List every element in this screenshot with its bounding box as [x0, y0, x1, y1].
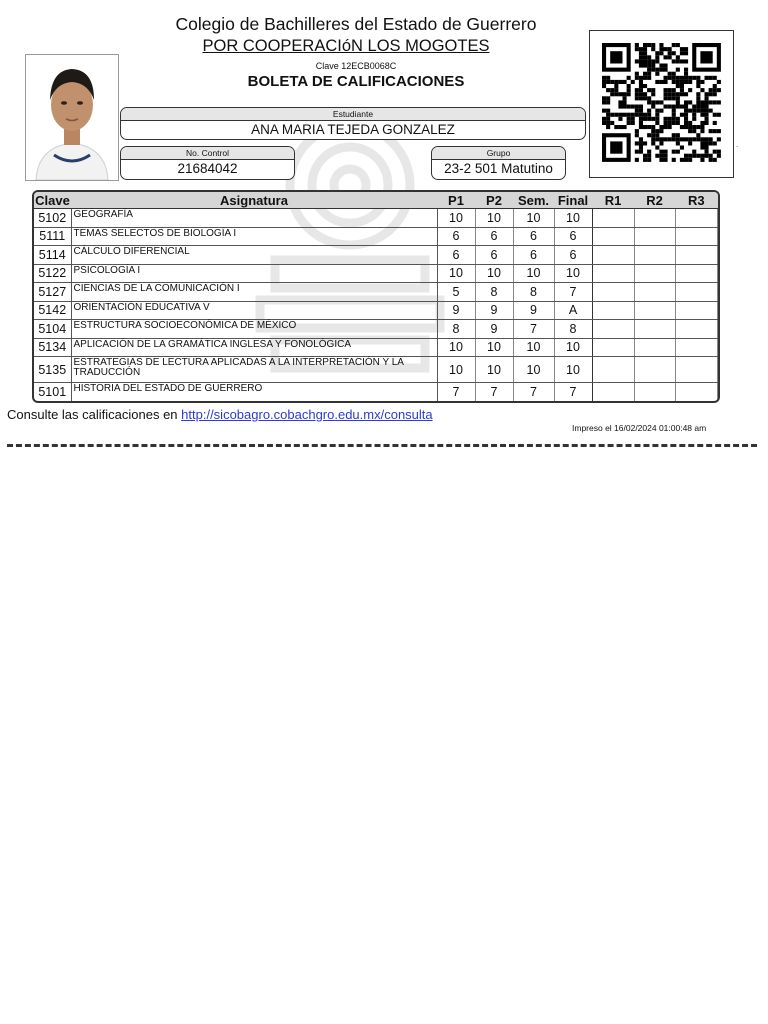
row-r3	[675, 383, 718, 401]
row-final: 6	[554, 227, 592, 246]
row-final: 7	[554, 383, 592, 401]
row-clave: 5111	[34, 227, 71, 246]
row-r3	[675, 246, 718, 265]
row-subject: APLICACIÓN DE LA GRAMÁTICA INGLESA Y FONOLÓGICA	[71, 338, 437, 357]
table-row	[34, 209, 718, 228]
row-r2	[634, 301, 675, 320]
row-r1	[592, 320, 634, 339]
col-header-final: Final	[554, 192, 592, 209]
row-r3	[675, 283, 718, 302]
row-subject: ESTRATEGIAS DE LECTURA APLICADAS A LA INTERPRETACIÓN Y LA TRADUCCIÓN	[71, 357, 437, 383]
row-subject: GEOGRAFÍA	[71, 209, 437, 228]
row-final: 7	[554, 283, 592, 302]
row-r1	[592, 338, 634, 357]
row-sem: 7	[513, 320, 554, 339]
table-row	[34, 338, 718, 357]
row-r1	[592, 383, 634, 401]
row-sem: 6	[513, 246, 554, 265]
row-r2	[634, 357, 675, 383]
row-p2: 8	[475, 283, 513, 302]
row-final: 6	[554, 246, 592, 265]
row-final: 10	[554, 357, 592, 383]
row-p1: 9	[437, 301, 475, 320]
row-p2: 6	[475, 246, 513, 265]
row-r2	[634, 264, 675, 283]
document-title: BOLETA DE CALIFICACIONES	[247, 73, 465, 90]
row-subject: TEMAS SELECTOS DE BIOLOGÍA I	[71, 227, 437, 246]
student-photo	[25, 54, 119, 181]
control-number: 21684042	[177, 161, 238, 176]
row-r3	[675, 338, 718, 357]
row-p1: 6	[437, 227, 475, 246]
row-sem: 9	[513, 301, 554, 320]
group-caption: Grupo	[432, 147, 565, 160]
table-row	[34, 264, 718, 283]
row-final: 8	[554, 320, 592, 339]
row-r3	[675, 227, 718, 246]
school-name: Colegio de Bachilleres del Estado de Guerrero	[175, 14, 537, 34]
table-row	[34, 320, 718, 339]
row-r2	[634, 338, 675, 357]
row-r1	[592, 209, 634, 228]
qr-code-icon	[589, 30, 734, 178]
row-final: 10	[554, 264, 592, 283]
school-key: Clave 12ECB0068C	[315, 61, 397, 71]
row-r3	[675, 209, 718, 228]
row-sem: 6	[513, 227, 554, 246]
row-sem: 10	[513, 357, 554, 383]
row-sem: 10	[513, 338, 554, 357]
table-row	[34, 383, 718, 401]
row-r2	[634, 320, 675, 339]
row-p1: 10	[437, 209, 475, 228]
row-sem: 8	[513, 283, 554, 302]
row-clave: 5102	[34, 209, 71, 228]
grades-table	[32, 190, 720, 403]
row-p2: 6	[475, 227, 513, 246]
cut-line	[7, 444, 757, 447]
row-r3	[675, 264, 718, 283]
row-final: A	[554, 301, 592, 320]
grades-header-row	[34, 192, 718, 209]
row-subject: CÁLCULO DIFERENCIAL	[71, 246, 437, 265]
table-row	[34, 301, 718, 320]
row-clave: 5114	[34, 246, 71, 265]
row-p2: 10	[475, 209, 513, 228]
row-p2: 10	[475, 338, 513, 357]
table-row	[34, 283, 718, 302]
row-final: 10	[554, 209, 592, 228]
row-p2: 9	[475, 301, 513, 320]
row-clave: 5127	[34, 283, 71, 302]
row-r3	[675, 301, 718, 320]
row-p2: 7	[475, 383, 513, 401]
row-p1: 5	[437, 283, 475, 302]
row-sem: 10	[513, 209, 554, 228]
row-r2	[634, 283, 675, 302]
row-clave: 5104	[34, 320, 71, 339]
row-r1	[592, 283, 634, 302]
consult-text: Consulte las calificaciones en	[7, 407, 182, 422]
col-header-p2: P2	[475, 192, 513, 209]
col-header-r1: R1	[592, 192, 634, 209]
col-header-sem: Sem.	[513, 192, 554, 209]
row-r1	[592, 264, 634, 283]
row-clave: 5101	[38, 384, 67, 399]
row-r3	[675, 320, 718, 339]
row-subject: PSICOLOGÍA I	[71, 264, 437, 283]
row-sem: 10	[513, 264, 554, 283]
row-p1: 6	[437, 246, 475, 265]
table-row	[34, 246, 718, 265]
row-p1: 10	[437, 357, 475, 383]
table-row	[34, 357, 718, 383]
row-p1: 8	[437, 320, 475, 339]
row-p1: 10	[437, 264, 475, 283]
row-subject: CIENCIAS DE LA COMUNICACIÓN I	[71, 283, 437, 302]
student-caption: Estudiante	[121, 108, 585, 121]
row-r1	[592, 357, 634, 383]
row-p2: 10	[475, 264, 513, 283]
printed-timestamp: Impreso el 16/02/2024 01:00:48 am	[572, 423, 707, 433]
row-r1	[592, 301, 634, 320]
col-header-r3: R3	[675, 192, 718, 209]
row-subject: ESTRUCTURA SOCIOECONÓMICA DE MÉXICO	[71, 320, 437, 339]
consult-link[interactable]: http://sicobagro.cobachgro.edu.mx/consulta	[181, 407, 433, 422]
control-caption: No. Control	[121, 147, 294, 160]
campus-name: POR COOPERACIóN LOS MOGOTES	[202, 37, 490, 55]
col-header-r2: R2	[634, 192, 675, 209]
row-r1	[592, 227, 634, 246]
col-header-clave: Clave	[35, 192, 70, 208]
row-clave: 5135	[34, 357, 71, 383]
row-sem: 7	[513, 383, 554, 401]
col-header-p1: P1	[437, 192, 475, 209]
row-r3	[675, 357, 718, 383]
consult-note	[7, 407, 433, 422]
row-p1: 10	[437, 338, 475, 357]
student-field	[120, 107, 586, 140]
side-link[interactable]: .	[736, 140, 739, 149]
group-field	[431, 146, 566, 180]
row-final: 10	[554, 338, 592, 357]
row-clave: 5122	[34, 264, 71, 283]
row-p2: 10	[475, 357, 513, 383]
row-clave: 5142	[34, 301, 71, 320]
row-p2: 9	[475, 320, 513, 339]
row-r2	[634, 227, 675, 246]
row-subject: HISTORIA DEL ESTADO DE GUERRERO	[71, 383, 437, 401]
row-subject: ORIENTACIÓN EDUCATIVA V	[71, 301, 437, 320]
student-name: ANA MARIA TEJEDA GONZALEZ	[251, 122, 455, 137]
row-r2	[634, 246, 675, 265]
group-value: 23-2 501 Matutino	[444, 161, 553, 176]
row-r2	[634, 209, 675, 228]
row-r1	[592, 246, 634, 265]
row-clave: 5134	[34, 338, 71, 357]
table-row	[34, 227, 718, 246]
control-field	[120, 146, 295, 180]
col-header-subject: Asignatura	[71, 192, 437, 209]
row-p1: 7	[437, 383, 475, 401]
row-r2	[634, 383, 675, 401]
